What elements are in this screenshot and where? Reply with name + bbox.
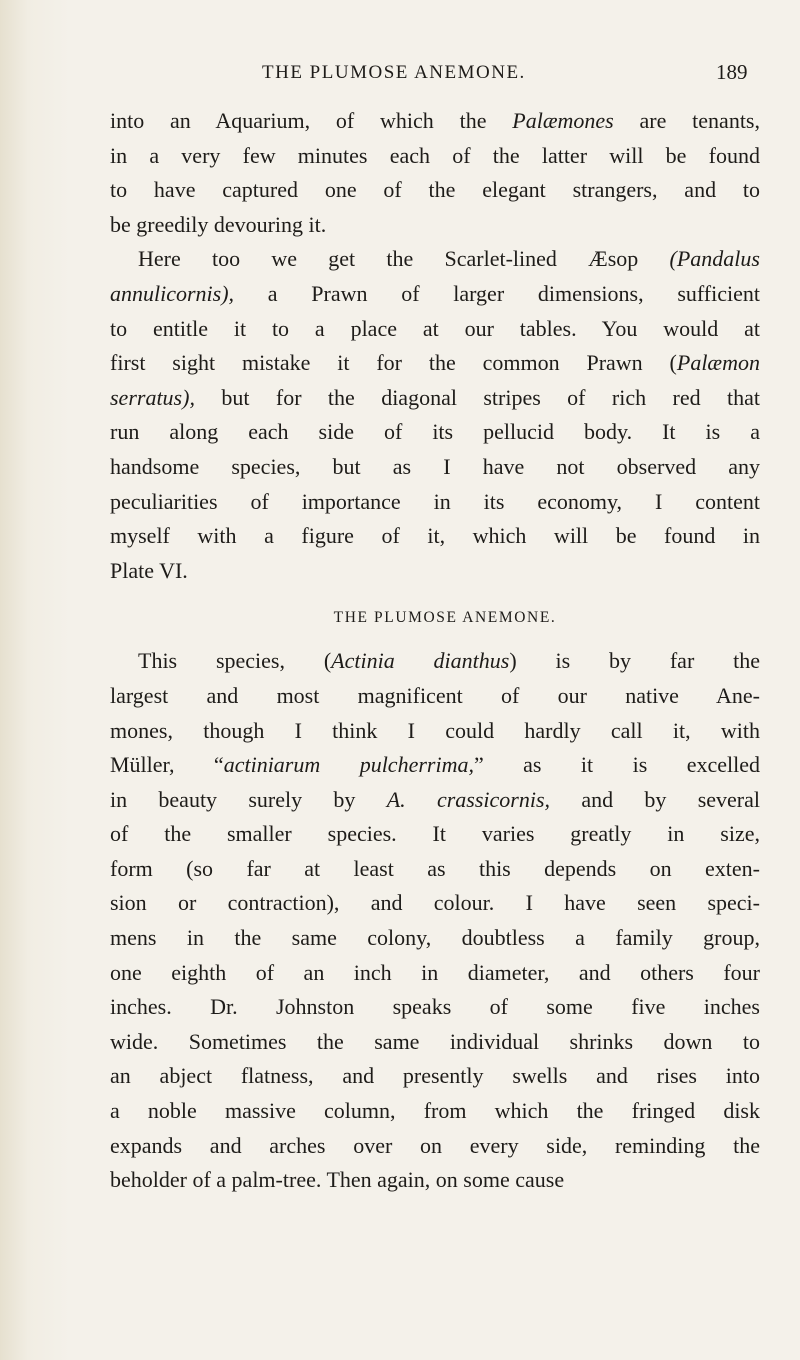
text-run: handsome species, but as I have not observed any	[110, 453, 760, 479]
text-run: a Prawn of larger dimensions, sufficient	[234, 280, 760, 306]
text-run: but for the diagonal stripes of rich red that	[194, 384, 760, 410]
text-run: to entitle it to a place at our tables. You would at	[110, 315, 760, 341]
text-line	[110, 1059, 760, 1094]
paragraph-pandalus	[110, 242, 760, 588]
text-run: be greedily devouring it.	[110, 211, 327, 237]
text-run: Müller, “	[110, 752, 224, 778]
text-line	[110, 644, 760, 679]
running-head: THE PLUMOSE ANEMONE.	[262, 62, 526, 83]
italic-text: annulicornis),	[110, 280, 235, 306]
text-line	[110, 346, 760, 381]
text-line	[110, 748, 760, 783]
text-line	[110, 173, 760, 208]
text-run: This species, (	[138, 648, 332, 674]
italic-text: A. crassicornis,	[386, 786, 551, 812]
text-line	[110, 485, 760, 520]
text-line	[110, 956, 760, 991]
text-run: a noble massive column, from which the fringed disk	[110, 1098, 760, 1124]
text-line	[110, 519, 760, 554]
text-line	[110, 277, 760, 312]
text-run: inches. Dr. Johnston speaks of some five inches	[110, 994, 760, 1020]
text-line	[110, 921, 760, 956]
text-run: of the smaller species. It varies greatly in size,	[110, 821, 760, 847]
text-line	[110, 1163, 760, 1198]
text-run: myself with a figure of it, which will be found in	[110, 523, 760, 549]
text-run: ) is by far the	[509, 648, 760, 674]
text-run: first sight mistake it for the common Prawn (	[110, 350, 677, 376]
text-line	[110, 817, 760, 852]
text-line	[110, 990, 760, 1025]
section-heading: THE PLUMOSE ANEMONE.	[333, 609, 557, 627]
text-run: mens in the same colony, doubtless a family group,	[110, 925, 760, 951]
text-run: wide. Sometimes the same individual shrinks down to	[110, 1028, 760, 1054]
text-run: sion or contraction), and colour. I have seen speci-	[110, 890, 760, 916]
italic-text: Palæmones	[512, 108, 614, 133]
text-run: are tenants,	[613, 108, 760, 133]
paragraph-plumose-anemone	[110, 644, 760, 1198]
text-line	[110, 1094, 760, 1129]
italic-text: Palæmon	[676, 350, 760, 376]
text-run: peculiarities of importance in its economy, I content	[110, 488, 760, 514]
paragraph-aquarium	[110, 104, 760, 242]
text-run: Here too we get the Scarlet-lined Æsop	[138, 246, 670, 272]
text-line	[110, 554, 760, 589]
italic-text: actiniarum pulcherrima,	[223, 752, 474, 778]
page-header	[0, 62, 800, 92]
text-run: expands and arches over on every side, reminding the	[110, 1132, 760, 1158]
text-run: to have captured one of the elegant strangers, and to	[110, 177, 760, 203]
text-run: Plate VI.	[110, 557, 188, 583]
text-line	[110, 415, 760, 450]
text-line	[110, 1129, 760, 1164]
text-line	[110, 104, 760, 139]
text-run: largest and most magnificent of our native Ane-	[110, 682, 760, 708]
text-line	[110, 679, 760, 714]
text-line	[110, 886, 760, 921]
italic-text: (Pandalus	[669, 246, 760, 272]
text-line	[110, 242, 760, 277]
text-line	[110, 852, 760, 887]
text-run: in beauty surely by	[110, 786, 387, 812]
text-line	[110, 783, 760, 818]
text-line	[110, 312, 760, 347]
text-run: one eighth of an inch in diameter, and others four	[110, 959, 760, 985]
text-run: into an Aquarium, of which the	[110, 108, 513, 133]
text-line	[110, 208, 760, 243]
text-line	[110, 1025, 760, 1060]
text-line	[110, 381, 760, 416]
italic-text: Actinia dianthus	[331, 648, 510, 674]
text-run: mones, though I think I could hardly call it, with	[110, 717, 760, 743]
text-line	[110, 450, 760, 485]
italic-text: serratus),	[110, 384, 195, 410]
text-run: form (so far at least as this depends on exten-	[110, 855, 760, 881]
text-run: and by several	[550, 786, 761, 812]
text-line	[110, 714, 760, 749]
text-run: beholder of a palm-tree. Then again, on some cause	[110, 1167, 565, 1193]
page-number: 189	[716, 60, 748, 84]
text-run: an abject flatness, and presently swells and rises into	[110, 1063, 760, 1089]
body-text	[110, 104, 760, 1198]
text-run: in a very few minutes each of the latter will be found	[110, 142, 760, 168]
text-run: run along each side of its pellucid body. It is a	[110, 419, 760, 445]
text-line	[110, 139, 760, 174]
text-run: ” as it is excelled	[473, 752, 760, 778]
